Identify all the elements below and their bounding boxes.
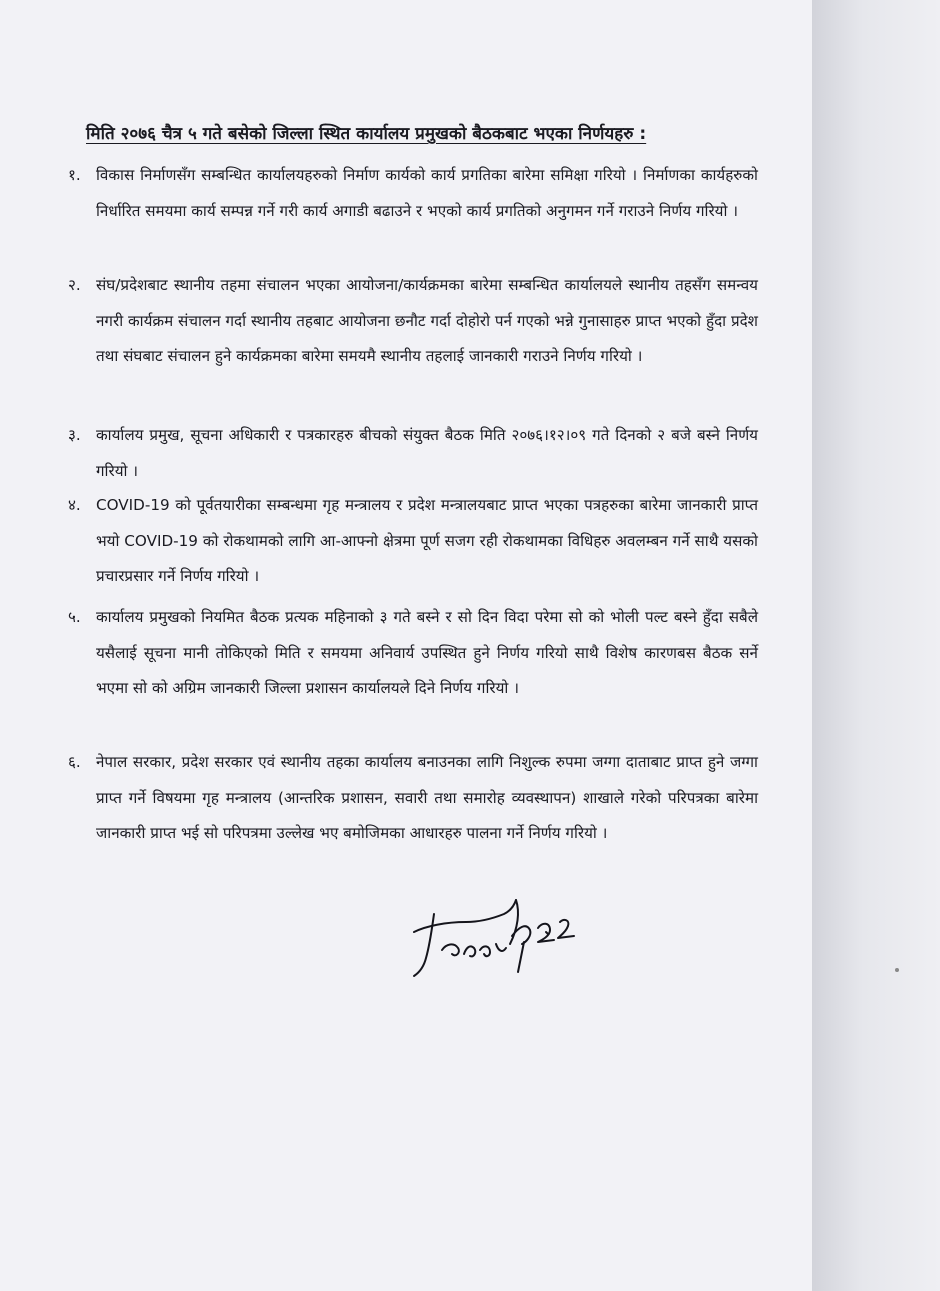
scan-speck (895, 968, 899, 972)
decision-number: १. (68, 166, 81, 184)
decision-text: कार्यालय प्रमुख, सूचना अधिकारी र पत्रकारहरु बीचको संयुक्त बैठक मिति २०७६।१२।०९ गते दिनको २ बजे बस्ने निर्णय गरियो । (96, 426, 758, 480)
handwritten-signature (406, 892, 586, 982)
document-heading: मिति २०७६ चैत्र ५ गते बसेको जिल्ला स्थित कार्यालय प्रमुखको बैठकबाट भएका निर्णयहरु : (86, 124, 647, 144)
decision-item-1 (68, 158, 758, 229)
decision-item-3 (68, 418, 758, 489)
decision-number: २. (68, 276, 81, 294)
decision-text: संघ/प्रदेशबाट स्थानीय तहमा संचालन भएका आयोजना/कार्यक्रमका बारेमा सम्बन्धित कार्यालयले स्थानीय तहसँग समन्वय नगरी कार्यक्रम संचालन गर्दा स्थानीय तहबाट आयोजना छनौट गर्दा दोहोरो पर्न गएको भन्ने गुनासाहरु प्राप्त भएको हुँदा प्रदेश तथा संघबाट संचालन हुने कार्यक्रमका बारेमा समयमै स्थानीय तहलाई जानकारी गराउने निर्णय गरियो । (96, 276, 758, 365)
decision-item-2 (68, 268, 758, 375)
decision-number: ५. (68, 608, 81, 626)
decision-number: ४. (68, 496, 81, 514)
decision-text: कार्यालय प्रमुखको नियमित बैठक प्रत्यक महिनाको ३ गते बस्ने र सो दिन विदा परेमा सो को भोली पल्ट बस्ने हुँदा सबैले यसैलाई सूचना मानी तोकिएको मिति र समयमा अनिवार्य उपस्थित हुने निर्णय गरियो साथै विशेष कारणबस बैठक सर्ने भएमा सो को अग्रिम जानकारी जिल्ला प्रशासन कार्यालयले दिने निर्णय गरियो । (96, 608, 758, 697)
scan-background (812, 0, 940, 1291)
decision-number: ६. (68, 753, 81, 771)
decision-item-6 (68, 745, 758, 852)
decision-text: विकास निर्माणसँग सम्बन्धित कार्यालयहरुको निर्माण कार्यको कार्य प्रगतिका बारेमा समिक्षा गरियो । निर्माणका कार्यहरुको निर्धारित समयमा कार्य सम्पन्न गर्ने गरी कार्य अगाडी बढाउने र भएको कार्य प्रगतिको अनुगमन गर्ने गराउने निर्णय गरियो । (96, 166, 758, 220)
decision-text: COVID-19 को पूर्वतयारीका सम्बन्धमा गृह मन्त्रालय र प्रदेश मन्त्रालयबाट प्राप्त भएका पत्रहरुका बारेमा जानकारी प्राप्त भयो COVID-19 को रोकथामको लागि आ-आफ्नो क्षेत्रमा पूर्ण सजग रही रोकथामका विधिहरु अवलम्बन गर्ने साथै यसको प्रचारप्रसार गर्ने निर्णय गरियो । (96, 496, 758, 585)
decision-item-5 (68, 600, 758, 707)
decision-item-4 (68, 488, 758, 595)
decision-number: ३. (68, 426, 81, 444)
decision-text: नेपाल सरकार, प्रदेश सरकार एवं स्थानीय तहका कार्यालय बनाउनका लागि निशुल्क रुपमा जग्गा दाताबाट प्राप्त हुने जग्गा प्राप्त गर्ने विषयमा गृह मन्त्रालय (आन्तरिक प्रशासन, सवारी तथा समारोह व्यवस्थापन) शाखाले गरेको परिपत्रका बारेमा जानकारी प्राप्त भई सो परिपत्रमा उल्लेख भए बमोजिमका आधारहरु पालना गर्ने निर्णय गरियो । (96, 753, 758, 842)
